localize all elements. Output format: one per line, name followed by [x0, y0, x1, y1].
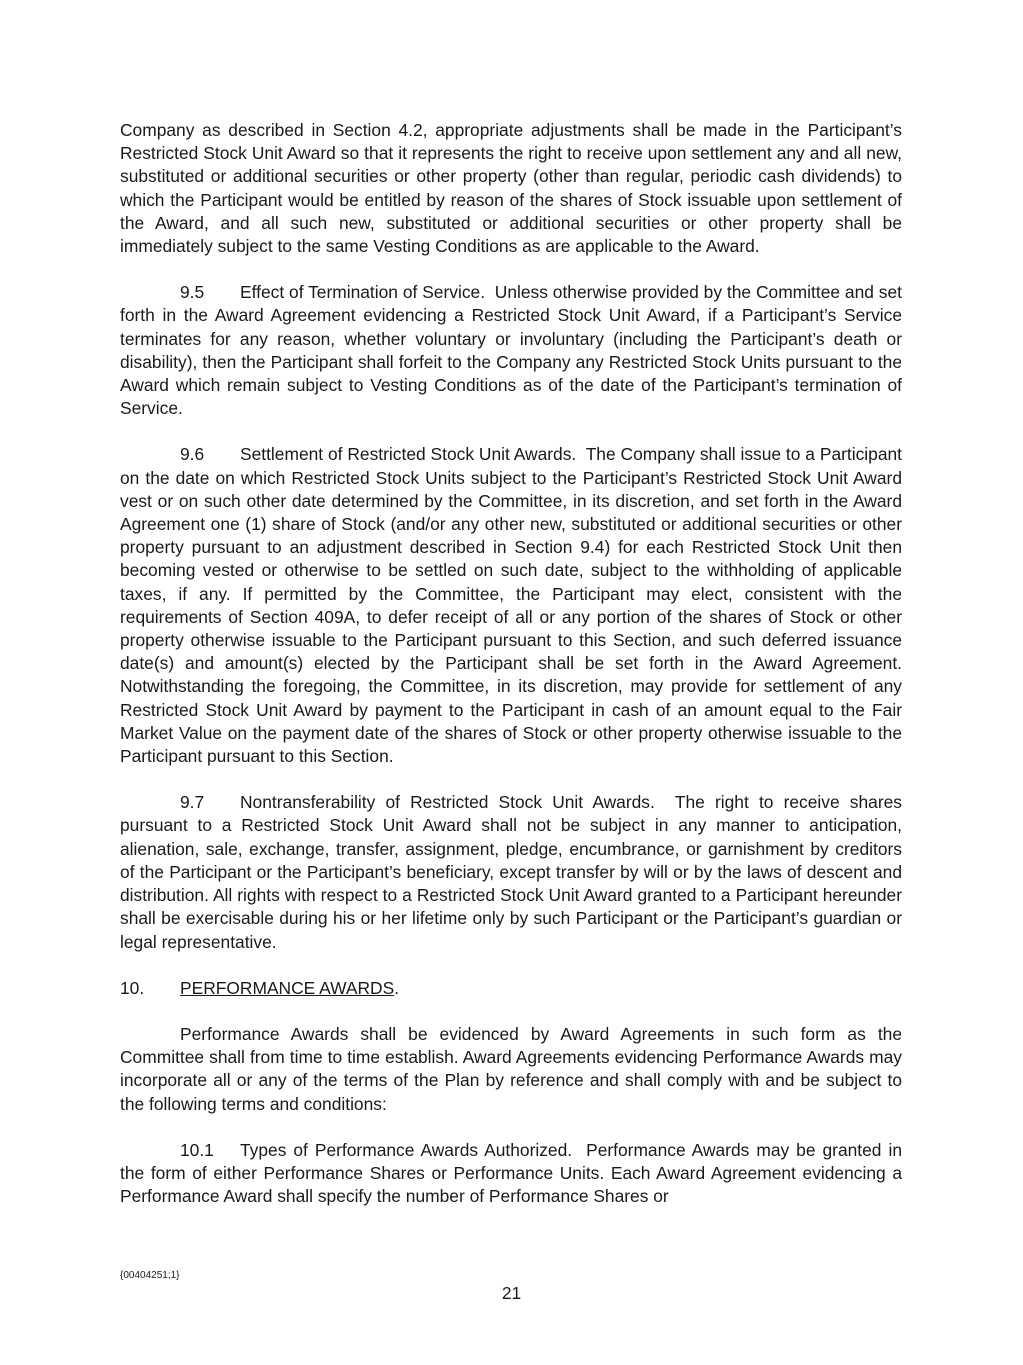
section-9-5-title: Effect of Termination of Service.	[240, 282, 486, 303]
paragraph-continuation: Company as described in Section 4.2, appropriate adjustments shall be made in the Participant’s Restricted Stock Unit Award so that it represents the right to receive upon settlement any and all new, substituted or additional securities or other property (other than regular, periodic cash dividends) to which the Participant would be entitled by reason of the shares of Stock issuable upon settlement of the Award, and all such new, substituted or additional securities or other property shall be immediately subject to the same Vesting Conditions as are applicable to the Award.	[120, 120, 902, 257]
section-9-7-text: The right to receive shares pursuant to a Restricted Stock Unit Award shall not be subject in any manner to anticipation, alienation, sale, exchange, transfer, assignment, pledge, encumbrance, or garnishment by creditors of the Participant or the Participant’s beneficiary, except transfer by will or by the laws of descent and distribution. All rights with respect to a Restricted Stock Unit Award granted to a Participant hereunder shall be exercisable during his or her lifetime only by such Participant or the Participant’s guardian or legal representative.	[120, 792, 903, 952]
section-9-5	[120, 281, 902, 420]
section-9-7	[120, 791, 902, 953]
section-9-5-number: 9.5	[180, 282, 205, 303]
section-10-intro: Performance Awards shall be evidenced by Award Agreements in such form as the Committee shall from time to time establish. Award Agreements evidencing Performance Awards may incorporate all or any of the terms of the Plan by reference and shall comply with and be subject to the following terms and conditions:	[120, 1023, 902, 1114]
section-10-1-text: Performance Awards may be granted in the form of either Performance Shares or Performance Units. Each Award Agreement evidencing a Performance Award shall specify the number of Performance Shares or	[120, 1139, 902, 1207]
section-9-6-number: 9.6	[180, 444, 205, 465]
document-body	[120, 119, 902, 1231]
section-10-title: PERFORMANCE AWARDS	[180, 977, 395, 998]
section-9-6-text: The Company shall issue to a Participant on the date on which Restricted Stock Units subject to the Participant’s Restricted Stock Unit Award vest or on such other date determined by the Committee, in its discretion, and set forth in the Award Agreement one (1) share of Stock (and/or any other new, substituted or additional securities or other property pursuant to an adjustment described in Section 9.4) for each Restricted Stock Unit then becoming vested or otherwise to be settled on such date, subject to the withholding of applicable taxes, if any. If permitted by the Committee, the Participant may elect, consistent with the requirements of Section 409A, to defer receipt of all or any portion of the shares of Stock or other property otherwise issuable to the Participant pursuant to this Section, and such deferred issuance date(s) and amount(s) elected by the Participant shall be set forth in the Award Agreement. Notwithstanding the foregoing, the Committee, in its discretion, may provide for settlement of any Restricted Stock Unit Award by payment to the Participant in cash of an amount equal to the Fair Market Value on the payment date of the shares of Stock or other property otherwise issuable to the Participant pursuant to this Section.	[120, 444, 903, 767]
section-10-1-number: 10.1	[180, 1139, 214, 1160]
section-10-title-suffix: .	[394, 977, 400, 998]
section-10-number: 10.	[120, 977, 145, 998]
document-id: {00404251;1}	[120, 1270, 180, 1281]
section-9-5-text: Unless otherwise provided by the Committee and set forth in the Award Agreement evidencing a Restricted Stock Unit Award, if a Participant’s Service terminates for any reason, whether voluntary or involuntary (including the Participant’s death or disability), then the Participant shall forfeit to the Company any Restricted Stock Units pursuant to the Award which remain subject to Vesting Conditions as of the date of the Participant’s termination of Service.	[120, 282, 902, 419]
page-number: 21	[501, 1283, 522, 1303]
section-9-6-title: Settlement of Restricted Stock Unit Awards.	[240, 444, 577, 465]
section-10-1-title: Types of Performance Awards Authorized.	[240, 1139, 573, 1160]
section-9-7-title: Nontransferability of Restricted Stock Unit Awards.	[240, 792, 655, 813]
section-10-1	[120, 1139, 902, 1209]
section-9-7-number: 9.7	[180, 792, 205, 813]
section-10-heading	[120, 977, 902, 1000]
section-9-6	[120, 443, 902, 768]
